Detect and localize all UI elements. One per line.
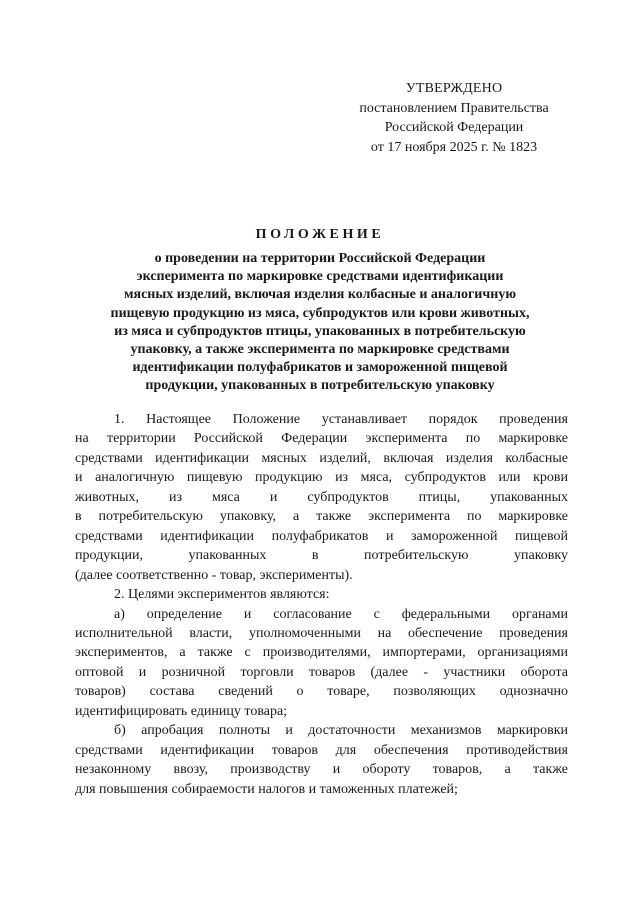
paragraph-2	[75, 585, 568, 604]
subtitle-line: о проведении на территории Российской Федерации	[154, 251, 486, 266]
body-line: средствами идентификации мясных изделий, включая изделия колбасные	[75, 450, 568, 466]
subtitle-line: продукции, упакованных в потребительскую упаковку	[145, 378, 495, 394]
paragraph-2a	[75, 605, 568, 722]
subtitle-line: мясных изделий, включая изделия колбасные и аналогичную	[123, 287, 517, 303]
body-line: средствами идентификации полуфабрикатов и замороженной пищевой	[75, 528, 568, 544]
body-line: исполнительной власти, уполномоченными на обеспечение проведения	[75, 625, 568, 641]
document-body	[75, 410, 568, 799]
subtitle-line: из мяса и субпродуктов птицы, упакованных в потребительскую	[114, 323, 526, 339]
approval-heading: УТВЕРЖДЕНО	[405, 81, 503, 96]
body-line: незаконному ввозу, производству и обороту товаров, а также	[75, 762, 568, 778]
body-line: товаров) состава сведений о товаре, позволяющих однозначно	[75, 684, 568, 700]
body-line: на территории Российской Федерации эксперимента по маркировке	[75, 431, 568, 447]
document-title: ПОЛОЖЕНИЕ	[255, 227, 385, 242]
paragraph-2b	[75, 721, 568, 799]
subtitle-line: эксперимента по маркировке средствами идентификации	[136, 269, 504, 285]
approval-line: Российской Федерации	[384, 120, 524, 135]
subtitle-line: идентификации полуфабрикатов и замороженной пищевой	[132, 360, 508, 376]
body-line: животных, из мяса и субпродуктов птицы, упакованных	[75, 489, 568, 505]
approval-line: постановлением Правительства	[359, 100, 549, 116]
body-line: 2. Целями экспериментов являются:	[114, 587, 330, 603]
paragraph-1	[75, 410, 568, 585]
document-subtitle	[60, 250, 580, 396]
body-line: продукции, упакованных в потребительскую упаковку	[75, 548, 568, 564]
body-line: идентифицировать единицу товара;	[75, 703, 288, 719]
subtitle-line: пищевую продукцию из мяса, субпродуктов или крови животных,	[110, 305, 530, 321]
body-line: и аналогичную пищевую продукцию из мяса, субпродуктов или крови	[75, 470, 568, 486]
body-line: 1. Настоящее Положение устанавливает порядок проведения	[114, 412, 568, 427]
body-line: (далее соответственно - товар, эксперименты).	[75, 567, 353, 583]
body-line: в потребительскую упаковку, а также эксперимента по маркировке	[75, 509, 568, 525]
body-line: а) определение и согласование с федеральными органами	[114, 606, 568, 622]
body-line: экспериментов, а также с производителями, импортерами, организациями	[75, 645, 568, 661]
body-line: для повышения собираемости налогов и таможенных платежей;	[75, 781, 458, 797]
body-line: оптовой и розничной торговли товаров (далее - участники оборота	[75, 664, 568, 680]
subtitle-line: упаковку, а также эксперимента по маркировке средствами	[130, 342, 510, 358]
approval-line: от 17 ноября 2025 г. № 1823	[370, 139, 538, 155]
body-line: б) апробация полноты и достаточности механизмов маркировки	[114, 723, 568, 739]
body-line: средствами идентификации товаров для обеспечения противодействия	[75, 742, 568, 758]
approval-stamp	[340, 79, 568, 157]
